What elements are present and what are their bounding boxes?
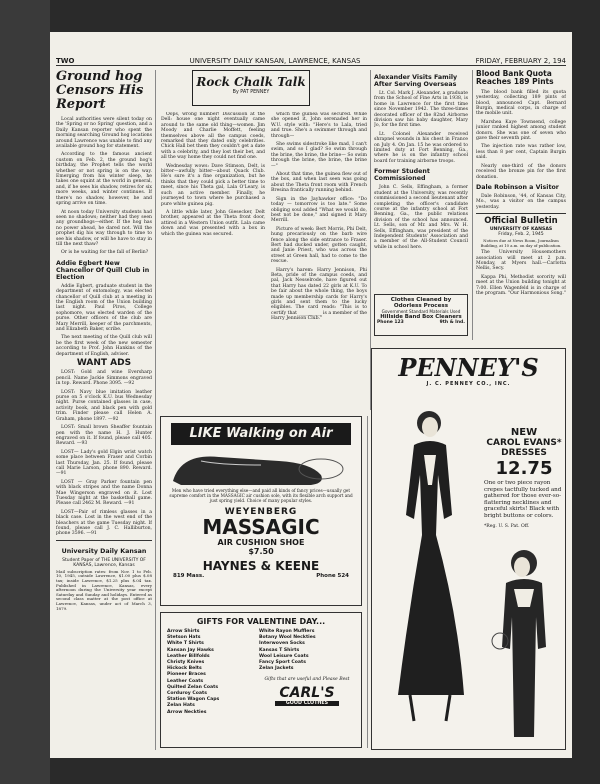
udk-fineprint: Mail subscription rates: from Nov. 1 to Feb. 10, 1945, outside Lawrence, $1.00 plus $.08 tax; inside Lawrence, $1.25 plus $.04 tax. Published in Lawrence, Kansas, every afternoon during the University year except Saturday and Sunday and holidays. Entered as second class matter at the post office at Lawrence, Kansas, under act of March 3, 1879. [56,568,152,611]
article-paragraph: The University Housemothers association will meet at 2 p.m. Monday, at Myers hall.—Carlotta Nellis, Secy. [476,250,566,272]
gift-item: Fancy Sport Coats [259,660,306,666]
official-bulletin-title: Official Bulletin [484,216,558,227]
page-number: TWO [56,57,75,65]
valentine-right-block [259,629,355,716]
gift-item: Zelan Jackets [259,666,294,672]
paper-name: UNIVERSITY DAILY KANSAN, LAWRENCE, KANSAS [189,57,361,65]
article-paragraph: Kappa Phi, Methodist sorority will meet at the Union building tonight at 7:00. Ellen Wagenfeld is in charge of the program. "Our Harmonious Song." [476,274,566,297]
column-rule [472,70,473,340]
classified-ad: LOST: Small brown Sheaffer fountain pen with the name H. J. Hunter engraved on it. If found, please call 405. Reward. —93 [56,425,152,447]
article-paragraph: Sign in the Jayhawker office: "Do today — tomorrow is too late." Some obliging soul added "What we would do, best not be done," and signed it Mary Merrill. [271,196,367,224]
issue-date: FRIDAY, FEBRUARY 2, 194 [475,57,566,65]
article-paragraph: Harry's harem: Harry Jennison, Phi Beta, pride of the campus coeds, and pal, Jack Nesselrode, have figured out that Harry has dated 22 girls at K.U. To be fair about the whole thing, the boys made up membership cards for Harry's girls and sent them to the lucky eligibles. The card reads: "This is to certify that __________ is a member of the Harry Jennison Club." [271,267,367,322]
article-paragraph: Lt. Colonel Alexander received shrapnel wounds in his chest in France on July 4. On Jan. 15 he was ordered to limited duty at Fort Benning, Ga., where he is on the infantry school board for training airborne troops. [374,131,468,164]
column-1 [56,70,152,750]
column-rule [155,70,156,750]
want-ads-heading: WANT ADS [76,358,132,369]
rock-chalk-title: Rock Chalk Talk [196,75,306,89]
article-paragraph: Lt. Col. Mark J. Alexander, a graduate from the School of Fine Arts in 1938, is home in Lawrence for the first time since November 1942. The three-times decorated officer of the 82nd Airborne division saw his baby daughter, Mary Jo, for the first time. [374,91,468,129]
official-bulletin [476,213,566,248]
headline-alexander: Alexander Visits Family After Serving Overseas [374,74,458,88]
article-paragraph: John C. Sells, Effingham, a former student at the University, was recently commissioned a second lieutenant after completing the officer's candidate course at the infantry school at Fort Benning, Ga., the public relations division of the school has announced. Lt. Sells, son of Mr. and Mrs. W. H. Sells, Effingham, was president of the Independent Students' Association and a member of the All-Student Council while in school here. [374,185,468,250]
fashion-illustration-woman-1 [374,395,484,725]
gift-item: Interwoven Socks [259,641,305,647]
classified-ad: LOST — Gray Parker fountain pen with black stripes and the name Donna Mae Wingerson engraved on it. Lost Tuesday night at the basketball game. Please call 2462 M. Reward. —91 [56,479,152,507]
shoe-illustration [161,447,361,489]
shoe-brand: WEYENBERG [224,507,298,518]
classified-ad: LOST— Lady's gold Elgin wrist watch some place between Fraser and Corbin last Thursday, Jan. 25. If found, please call Marie Larson, phone 890. Reward. —91 [56,449,152,477]
valentine-lists [167,629,355,716]
article-paragraph: The next meeting of the Quill club will be the first week of the new semester according to Prof. John Hankins of the department of English, adviser. [56,335,152,357]
shoe-description: Men who have tried everything else—and paid all kinds of fancy prices—usually get supreme comfort in the MASSAGIC air cushion sole, with its flexible arch support and just spring yield. Choice of many popular styles. [169,488,353,503]
classified-ad: LOST—Pair of rimless glasses in a black case. Lost in the west end of the bleachers at the game Tuesday night. If found, please call J. C. Halliburton, phone 3596. —91 [56,509,152,537]
shoe-price: $7.50 [248,547,274,557]
gift-item: Botany Wool Neckties [259,635,316,641]
masthead [56,52,566,66]
official-bulletin-note: Notices due at News Room, Journalism Building, at 10 a.m. on day of publication. [480,238,562,248]
official-bulletin-sub: UNIVERSITY OF KANSAS [489,226,553,232]
gift-item: Wool Leisure Coats [259,653,309,659]
column-2 [161,112,265,410]
penneys-logo: PENNEY'S [398,353,539,382]
gift-item: Quilted Zelan Coats [167,684,219,690]
shoe-subtitle: AIR CUSHION SHOE [217,538,305,548]
article-paragraph: A little while later, John Giesecker, Delt brother, appeared at the Theta front door, attired in a Western Union outfit. Lala came down and was presented with a box in which the guinea was secured. [161,209,265,237]
article-paragraph: which the guinea was secured. While she opened it, John serenaded her in W.U. style with: "Here's to Lala, tried and true. She's a swimmer through and through— [271,112,367,139]
headline-robinson: Dale Robinson a Visitor [476,183,559,191]
article-paragraph: Dale Robinson, '44, of Kansas City, Mo., was a visitor on the campus yesterday. [476,193,566,210]
gift-item: Christy Knives [167,660,205,666]
cleaners-sub: Government Standard Materials Used [381,309,461,315]
penneys-product: CAROL EVANS* DRESSES [486,438,562,458]
article-paragraph: Wednesday wows: Dave Stimson, Delt, is bitter—awfully bitter—about Quack Club. He's sure it's a fine organization, but he thinks that they could pick a better time to meet, since his Theta gal, Lala O'Leary, is such an active member. Finally, he journeyed to town where he purchased a pure white guinea pig. [161,163,265,207]
cleaners-ad [374,294,468,336]
valentine-gifts-ad [160,612,362,748]
shoe-banner: LIKE Walking on Air [171,423,351,445]
penneys-ad [371,348,566,750]
gift-item: Arrow Shirts [167,629,200,634]
headline-commissioned: Former Student Commissioned [374,168,430,183]
newspaper-page [50,32,572,758]
cleaners-address: 9th & Ind. [439,320,465,326]
penneys-copy [484,427,564,529]
udk-subtitle: Student Paper of THE UNIVERSITY OF KANSAS, Lawrence, Kansas [62,557,146,568]
carls-logo: CARL'S [279,684,335,701]
classified-ad: LOST: Navy blue imitation leather purse on 5 o'clock K.U. bus Wednesday night. Purse contained glasses in case, activity book, and black pen with gold trim. Finder please call Helen A. Graham, phone 1897. —92 [56,389,152,422]
shoe-store-phone: Phone 524 [316,573,349,580]
gift-item: Kansan Jay Hawks [167,647,214,653]
penneys-company: J. C. PENNEY CO., INC. [426,381,511,387]
gift-item: White T Shirts [167,641,204,647]
gift-item: Arrow Neckties [167,709,207,715]
article-paragraph: The injection rate was rather low, less than 8 per cent, Captain Burgin said. [476,144,566,161]
shoe-name: MASSAGIC [202,515,320,540]
udk-title: University Daily Kansan [61,547,147,555]
valentine-list-right [259,629,355,672]
cleaners-phone: Phone 123 [377,320,404,326]
article-paragraph: Addie Egbert, graduate student in the department of entomology, was elected chancellor of Quill club at a meeting in the English room of the Union building last night. Paul Piros, College sophomore, was elected warden of the purse. Other officers of the club are Mary Merrill, keeper of the parchments, and Elizabeth Baker, scribe. [56,283,152,332]
penneys-footnote: *Reg. U. S. Pat. Off. [484,523,530,529]
article-paragraph: Oops, wrong number! Discussion at the Dell: house one night eventually came around to the same old thing—women. Jim Moody and Charlie Moffett, feeling themselves above all the campus coeds, remarked that they dated only celebrities. Chick Hall bet them they couldn't get a date with a celebrity, and they lost their bet, and all the way home they could not find one. [161,112,265,161]
fashion-illustration-woman-2 [484,537,564,747]
udk-box [56,540,152,611]
gift-item: Corduroy Coats [167,691,207,697]
rock-chalk-talk-header [192,70,310,106]
column-rule [367,416,368,748]
article-paragraph: At noon today University students had seen no shadows; neither had they seen any groundhogs—either. If the hog has no power ahead, he dared not. Will the prophet dig his way through to time to see his shadow, or will he have to stay in till the next thaw? [56,209,152,247]
carls-logo-sub: GOOD CLOTHES [275,701,339,706]
headline-quill-club: Addie Egbert New Chancellor Of Quill Club in Election [56,259,150,281]
gift-item: White Rayon Mufflers [259,629,315,634]
rock-chalk-byline: By PAT PENNEY [232,90,270,95]
gift-item: Zelan Hats [167,703,195,709]
penneys-new: NEW [510,427,538,438]
cleaners-title: Clothes Cleaned by Odorless Process [390,297,452,310]
shoe-store: HAYNES & KEENE [202,559,320,574]
article-paragraph: She swims sidestroke like mad, I can't swim, and so I glad? So swim through the brine, the brine, the brine— So swim through the brine, the brine, the brine—" [271,142,367,169]
gift-item: Leather Coats [167,678,204,684]
valentine-list-left [167,629,255,716]
valentine-title: GIFTS FOR VALENTINE DAY... [196,617,326,626]
gift-item: Station Wagon Caps [167,697,220,703]
shoe-store-address: 819 Mass. [173,573,205,580]
article-paragraph: According to the famous ancient custom on Feb. 2, the ground hog's birthday, the Prophet tells the world whether or not spring is on the way. Emerging from his winter sleep, he takes one squint at the world in general, and, if he sees his shadow, retires for six more weeks, and winter continues. If there's no shadow, however, he and spring arrive on time. [56,152,152,207]
article-paragraph: About that time, the guinea flew out of the box, and when last seen was going about the Theta front room with French Bresina frantically running behind. [271,172,367,194]
headline-blood-bank: Blood Bank Quota Reaches 189 Pints [476,70,554,87]
cleaners-contact [377,320,465,325]
gift-item: Pioneer Braces [167,672,206,678]
cleaners-name: Hillside Band Box Cleaners [380,314,462,321]
column-3 [271,112,367,410]
article-paragraph: The blood bank filled its quota yesterday, collecting 189 pints of blood, announced Capt. Bernard Burgin, medical corps, in charge of the mobile unit. [476,89,566,117]
gift-item: Hickock Belts [167,666,202,672]
article-paragraph: Picture of week: Bert Morris, Phi Delt, hung precariously on the barb wire fence along the side entrance to Fraser. Bert had ducked under, gotten caught, and Janie Priest, who was across the street at Green hall, had to come to the rescue. [271,226,367,265]
gift-item: Kansas T Shirts [259,647,300,653]
gift-item: Leather Billfolds [167,653,210,659]
penneys-description: One or two piece rayon crepes tactfully tucked and gathered for those ever-so-flattering necklines and graceful skirts! Black with bright buttons or colors. [484,480,562,519]
gift-item: Stetson Hats [167,635,201,641]
article-paragraph: Local authorities were silent today on the 'Spring or no Spring' question, and a Daily Kansan reporter who spent the morning searching Ground hog locations around Lawrence was unable to find any available ground hog for statement. [56,117,152,150]
article-paragraph: Nearly one-third of the donors received the bronze pin for the first donation. [476,163,566,180]
headline-groundhog: Ground hog Censors His Report [56,70,144,112]
column-5 [476,70,566,340]
article-paragraph: Or is he waiting for the fall of Berlin? [61,250,149,256]
penneys-price: 12.75 [495,458,553,479]
official-bulletin-date: Friday, Feb. 2, 1945 [498,232,544,238]
column-4 [374,70,468,304]
classified-ad: LOST: Gold and wine Eversharp pencil. Name Jackie Simmons engraved in top. Reward. Phone 3095. —92 [56,370,152,387]
shoe-store-contact [161,573,361,579]
article-paragraph: Marshea Kaye Townsend, college junior ranked highest among student donors. She was one of seven who gave their seventh pint. [476,119,566,142]
valentine-note: Gifts that are useful and Please Best [264,677,350,683]
massagic-shoe-ad [160,416,362,606]
scan-margin [0,0,50,784]
